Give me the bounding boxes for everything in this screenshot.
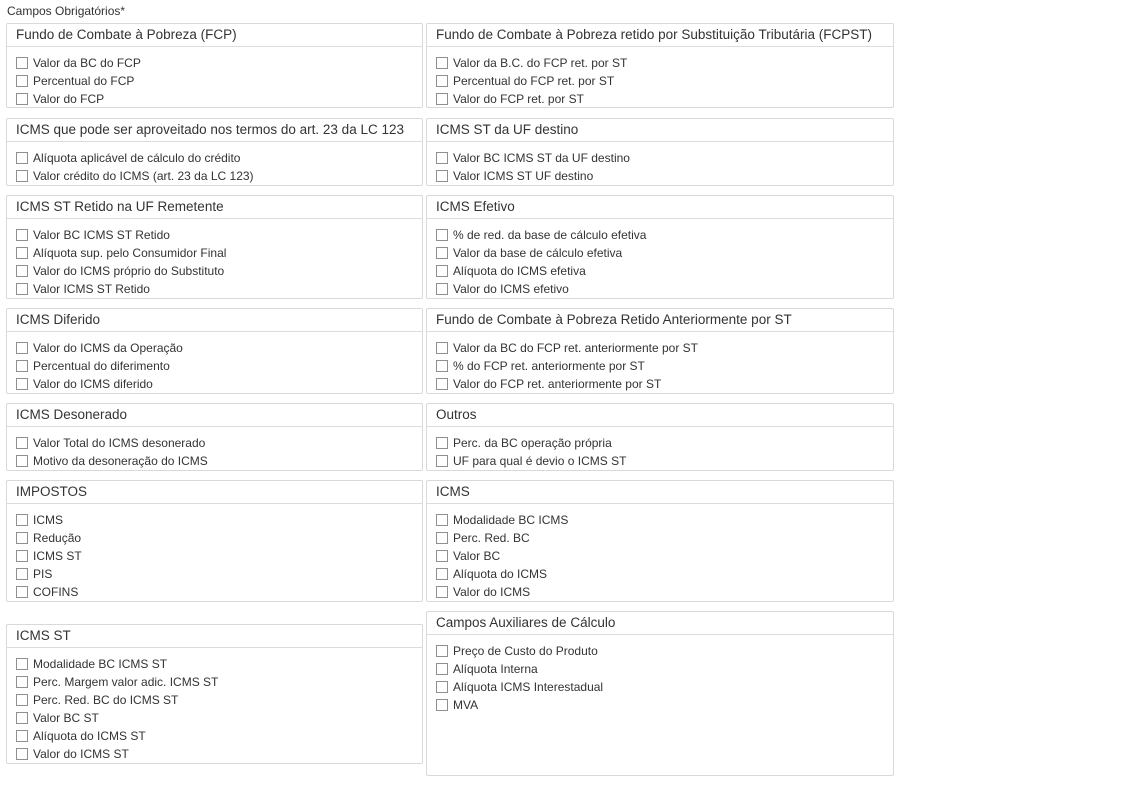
checkbox-icon[interactable]: [436, 75, 448, 87]
panel-icms-st: [6, 624, 423, 764]
checkbox-label: MVA: [453, 698, 479, 712]
checkbox-valor-credito-icms[interactable]: [7, 167, 422, 185]
checkbox-label: Valor do FCP: [33, 92, 105, 106]
panel-lc123: [6, 118, 423, 186]
checkbox-valor-icms-efetivo[interactable]: [427, 280, 893, 298]
checkbox-icon[interactable]: [436, 645, 448, 657]
checkbox-icon[interactable]: [436, 265, 448, 277]
checkbox-valor-bc-st-uf-destino[interactable]: [427, 149, 893, 167]
checkbox-icon[interactable]: [436, 342, 448, 354]
checkbox-label: Alíquota do ICMS: [453, 567, 548, 581]
checkbox-icon[interactable]: [16, 748, 28, 760]
checkbox-icon[interactable]: [16, 730, 28, 742]
panel-title: ICMS ST da UF destino: [427, 119, 893, 142]
checkbox-icon[interactable]: [16, 57, 28, 69]
checkbox-icon[interactable]: [436, 514, 448, 526]
checkbox-perc-fcp-ant[interactable]: [427, 357, 893, 375]
panel-title: ICMS Desonerado: [7, 404, 422, 427]
checkbox-icon[interactable]: [16, 229, 28, 241]
panel-impostos: [6, 480, 423, 602]
checkbox-icon[interactable]: [16, 532, 28, 544]
panel-icms-diferido: [6, 308, 423, 394]
checkbox-icon[interactable]: [16, 378, 28, 390]
checkbox-icon[interactable]: [436, 455, 448, 467]
checkbox-icon[interactable]: [16, 550, 28, 562]
panel-fcpst: [426, 23, 894, 108]
checkbox-label: ICMS: [33, 513, 63, 527]
checkbox-label: Valor da base de cálculo efetiva: [453, 246, 623, 260]
checkbox-label: Alíquota do ICMS efetiva: [453, 264, 586, 278]
checkbox-icon[interactable]: [436, 681, 448, 693]
checkbox-motivo-desoneracao[interactable]: [7, 452, 422, 470]
checkbox-perc-margem-valor-adic[interactable]: [7, 673, 422, 691]
checkbox-label: Valor BC ICMS ST Retido: [33, 228, 170, 242]
checkbox-label: Valor BC ICMS ST da UF destino: [453, 151, 630, 165]
panel-icms-desonerado: [6, 403, 423, 471]
panel-title: Fundo de Combate à Pobreza retido por Substituição Tributária (FCPST): [427, 24, 893, 47]
checkbox-valor-icms[interactable]: [427, 583, 893, 601]
checkbox-icon[interactable]: [16, 360, 28, 372]
checkbox-label: Valor da BC do FCP: [33, 56, 141, 70]
checkbox-icon[interactable]: [436, 283, 448, 295]
checkbox-label: Valor do FCP ret. anteriormente por ST: [453, 377, 662, 391]
checkbox-imposto-icms-st[interactable]: [7, 547, 422, 565]
checkbox-icon[interactable]: [16, 247, 28, 259]
checkbox-label: Valor da BC do FCP ret. anteriormente por ST: [453, 341, 698, 355]
checkbox-label: Percentual do diferimento: [33, 359, 170, 373]
checkbox-icon[interactable]: [16, 514, 28, 526]
panel-title: ICMS ST: [7, 625, 422, 648]
panel-outros: [426, 403, 894, 471]
checkbox-red-base-efetiva[interactable]: [427, 226, 893, 244]
checkbox-aliquota-credito[interactable]: [7, 149, 422, 167]
checkbox-valor-base-efetiva[interactable]: [427, 244, 893, 262]
checkbox-label: Preço de Custo do Produto: [453, 644, 598, 658]
checkbox-valor-st-retido[interactable]: [7, 280, 422, 298]
checkbox-valor-icms-st[interactable]: [7, 745, 422, 763]
checkbox-icon[interactable]: [16, 342, 28, 354]
checkbox-icon[interactable]: [16, 283, 28, 295]
checkbox-perc-red-bc-icms-st[interactable]: [7, 691, 422, 709]
checkbox-aliquota-interna[interactable]: [427, 660, 893, 678]
checkbox-label: Alíquota do ICMS ST: [33, 729, 146, 743]
checkbox-label: Alíquota sup. pelo Consumidor Final: [33, 246, 227, 260]
checkbox-label: Valor Total do ICMS desonerado: [33, 436, 206, 450]
checkbox-uf-devido-icms-st[interactable]: [427, 452, 893, 470]
checkbox-icon[interactable]: [436, 532, 448, 544]
checkbox-valor-icms-operacao[interactable]: [7, 339, 422, 357]
checkbox-label: PIS: [33, 567, 53, 581]
checkbox-imposto-pis[interactable]: [7, 565, 422, 583]
checkbox-label: Valor da B.C. do FCP ret. por ST: [453, 56, 628, 70]
checkbox-valor-fcp-ant[interactable]: [427, 375, 893, 393]
checkbox-label: Perc. Red. BC: [453, 531, 530, 545]
panel-st-uf-destino: [426, 118, 894, 186]
panel-title: ICMS ST Retido na UF Remetente: [7, 196, 422, 219]
checkbox-valor-bc[interactable]: [427, 547, 893, 565]
checkbox-label: Alíquota Interna: [453, 662, 538, 676]
checkbox-icon[interactable]: [16, 265, 28, 277]
checkbox-perc-red-bc[interactable]: [427, 529, 893, 547]
checkbox-icon[interactable]: [16, 455, 28, 467]
checkbox-imposto-cofins[interactable]: [7, 583, 422, 601]
checkbox-label: Valor ICMS ST Retido: [33, 282, 150, 296]
checkbox-label: Valor do ICMS: [453, 585, 531, 599]
panel-title: ICMS Diferido: [7, 309, 422, 332]
checkbox-icon[interactable]: [436, 93, 448, 105]
checkbox-label: Motivo da desoneração do ICMS: [33, 454, 208, 468]
panel-title: ICMS que pode ser aproveitado nos termos do art. 23 da LC 123: [7, 119, 422, 142]
panel-title: IMPOSTOS: [7, 481, 422, 504]
checkbox-valor-total-desonerado[interactable]: [7, 434, 422, 452]
checkbox-icon[interactable]: [436, 568, 448, 580]
checkbox-label: Valor ICMS ST UF destino: [453, 169, 594, 183]
checkbox-label: Perc. Margem valor adic. ICMS ST: [33, 675, 219, 689]
checkbox-label: Modalidade BC ICMS ST: [33, 657, 168, 671]
checkbox-preco-custo-produto[interactable]: [427, 642, 893, 660]
checkbox-icon[interactable]: [16, 694, 28, 706]
checkbox-valor-icms-diferido[interactable]: [7, 375, 422, 393]
checkbox-icon[interactable]: [16, 152, 28, 164]
checkbox-icon[interactable]: [16, 586, 28, 598]
panel-title: Fundo de Combate à Pobreza (FCP): [7, 24, 422, 47]
checkbox-label: Valor BC: [453, 549, 501, 563]
checkbox-label: Redução: [33, 531, 82, 545]
checkbox-label: Alíquota ICMS Interestadual: [453, 680, 604, 694]
checkbox-icon[interactable]: [16, 676, 28, 688]
checkbox-imposto-icms[interactable]: [7, 511, 422, 529]
checkbox-percentual-diferimento[interactable]: [7, 357, 422, 375]
checkbox-valor-bc-fcp[interactable]: [7, 54, 422, 72]
checkbox-valor-bc-fcp-st[interactable]: [427, 54, 893, 72]
checkbox-icon[interactable]: [436, 229, 448, 241]
checkbox-valor-bc-st-retido[interactable]: [7, 226, 422, 244]
checkbox-icon[interactable]: [436, 247, 448, 259]
checkbox-label: Perc. da BC operação própria: [453, 436, 612, 450]
checkbox-label: Percentual do FCP ret. por ST: [453, 74, 615, 88]
panel-st-retido: [6, 195, 423, 299]
checkbox-mva[interactable]: [427, 696, 893, 714]
checkbox-icon[interactable]: [16, 712, 28, 724]
checkbox-valor-st-uf-destino[interactable]: [427, 167, 893, 185]
checkbox-icon[interactable]: [436, 550, 448, 562]
checkbox-icon[interactable]: [16, 658, 28, 670]
checkbox-label: Valor crédito do ICMS (art. 23 da LC 123): [33, 169, 254, 183]
checkbox-icon[interactable]: [436, 57, 448, 69]
checkbox-icon[interactable]: [436, 378, 448, 390]
checkbox-label: Valor do ICMS próprio do Substituto: [33, 264, 225, 278]
checkbox-icon[interactable]: [436, 437, 448, 449]
checkbox-icon[interactable]: [436, 699, 448, 711]
checkbox-valor-fcp-st[interactable]: [427, 90, 893, 108]
checkbox-valor-fcp[interactable]: [7, 90, 422, 108]
checkbox-label: Valor do ICMS diferido: [33, 377, 153, 391]
checkbox-label: Percentual do FCP: [33, 74, 135, 88]
checkbox-modalidade-bc-icms[interactable]: [427, 511, 893, 529]
checkbox-icon[interactable]: [436, 360, 448, 372]
checkbox-label: Perc. Red. BC do ICMS ST: [33, 693, 179, 707]
checkbox-percentual-fcp[interactable]: [7, 72, 422, 90]
checkbox-label: % do FCP ret. anteriormente por ST: [453, 359, 645, 373]
checkbox-valor-icms-substituto[interactable]: [7, 262, 422, 280]
checkbox-icon[interactable]: [16, 170, 28, 182]
panel-icms: [426, 480, 894, 602]
checkbox-label: Valor do ICMS efetivo: [453, 282, 569, 296]
checkbox-icon[interactable]: [16, 93, 28, 105]
checkbox-label: Valor do FCP ret. por ST: [453, 92, 584, 106]
checkbox-label: ICMS ST: [33, 549, 82, 563]
checkbox-label: Valor do ICMS ST: [33, 747, 129, 761]
checkbox-imposto-reducao[interactable]: [7, 529, 422, 547]
panel-title: Fundo de Combate à Pobreza Retido Anteriormente por ST: [427, 309, 893, 332]
checkbox-icon[interactable]: [16, 568, 28, 580]
checkbox-aliquota-icms-st[interactable]: [7, 727, 422, 745]
checkbox-label: UF para qual é devio o ICMS ST: [453, 454, 627, 468]
checkbox-icon[interactable]: [16, 437, 28, 449]
checkbox-aliquota-icms-interestadual[interactable]: [427, 678, 893, 696]
checkbox-icon[interactable]: [436, 152, 448, 164]
checkbox-label: % de red. da base de cálculo efetiva: [453, 228, 647, 242]
checkbox-icon[interactable]: [436, 663, 448, 675]
panel-fcp-retido-anteriormente: [426, 308, 894, 394]
panel-fcp: [6, 23, 423, 108]
checkbox-percentual-fcp-st[interactable]: [427, 72, 893, 90]
checkbox-perc-bc-operacao-propria[interactable]: [427, 434, 893, 452]
panel-icms-efetivo: [426, 195, 894, 299]
panel-title: Campos Auxiliares de Cálculo: [427, 612, 893, 635]
checkbox-label: Valor do ICMS da Operação: [33, 341, 183, 355]
panel-title: ICMS: [427, 481, 893, 504]
checkbox-label: Modalidade BC ICMS: [453, 513, 569, 527]
checkbox-icon[interactable]: [16, 75, 28, 87]
checkbox-aliquota-consumidor-final[interactable]: [7, 244, 422, 262]
checkbox-label: Valor BC ST: [33, 711, 99, 725]
checkbox-label: Alíquota aplicável de cálculo do crédito: [33, 151, 241, 165]
checkbox-aliquota-icms[interactable]: [427, 565, 893, 583]
checkbox-label: COFINS: [33, 585, 79, 599]
checkbox-modalidade-bc-icms-st[interactable]: [7, 655, 422, 673]
checkbox-icon[interactable]: [436, 586, 448, 598]
panel-title: Outros: [427, 404, 893, 427]
panel-campos-auxiliares: [426, 611, 894, 776]
checkbox-aliquota-efetiva[interactable]: [427, 262, 893, 280]
panel-title: ICMS Efetivo: [427, 196, 893, 219]
page-title: Campos Obrigatórios*: [7, 4, 126, 18]
checkbox-icon[interactable]: [436, 170, 448, 182]
checkbox-valor-bc-fcp-ant[interactable]: [427, 339, 893, 357]
checkbox-valor-bc-st[interactable]: [7, 709, 422, 727]
